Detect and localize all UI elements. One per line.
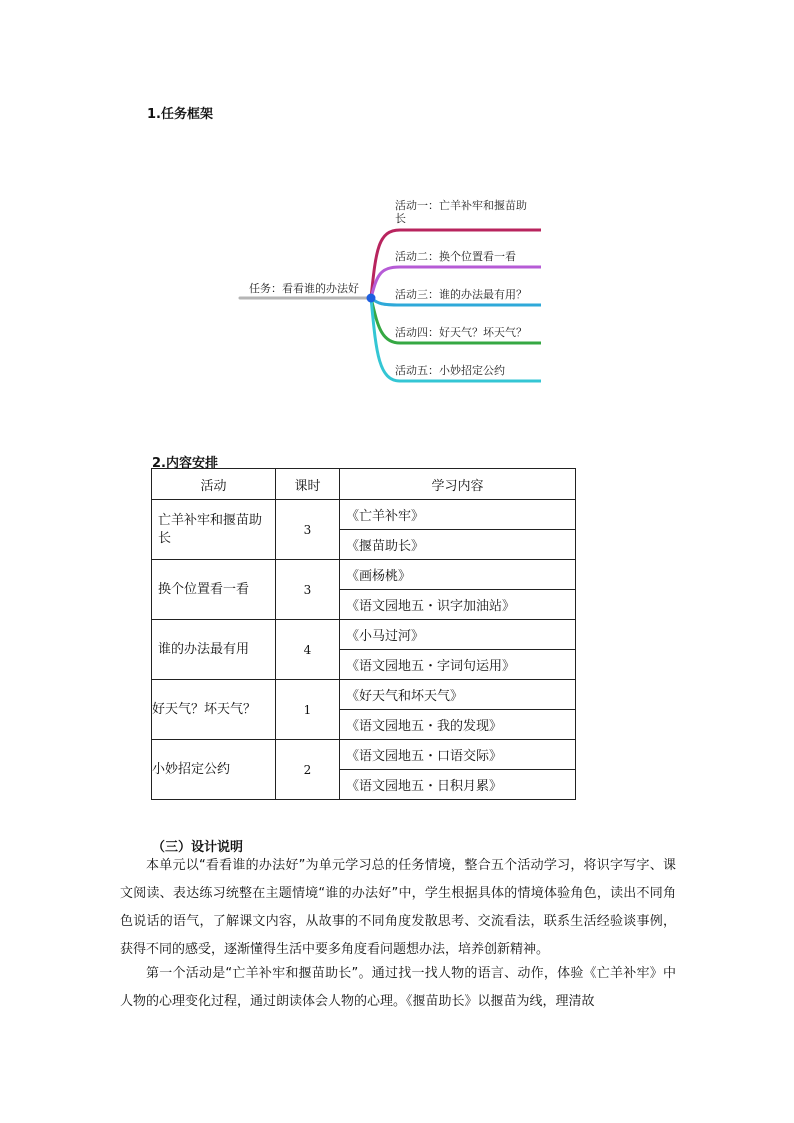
content-cell: 《语文园地五・我的发现》: [340, 710, 576, 740]
content-cell: 《语文园地五・字词句运用》: [340, 650, 576, 680]
section-1-title: 1.任务框架: [147, 107, 213, 122]
paragraph-2: 第一个活动是“亡羊补牢和揠苗助长”。通过找一找人物的语言、动作，体验《亡羊补牢》中人物的心理变化过程，通过朗读体会人物的心理。《揠苗助长》以揠苗为线，理清故: [120, 966, 676, 1009]
branch-2-label: 活动二：换个位置看一看: [395, 250, 516, 263]
content-cell: 《语文园地五・日积月累》: [340, 770, 576, 800]
table-row: [152, 620, 576, 650]
header-activity: 活动: [152, 469, 276, 500]
task-mindmap: [0, 0, 794, 420]
branch-3-label: 活动三：谁的办法最有用？: [395, 288, 527, 301]
hours-cell: 1: [276, 680, 340, 740]
content-cell: 《语文园地五・识字加油站》: [340, 590, 576, 620]
content-cell: 《揠苗助长》: [340, 530, 576, 560]
content-cell: 《好天气和坏天气》: [340, 680, 576, 710]
section-2-title: 2.内容安排: [152, 456, 218, 471]
activity-cell: 亡羊补牢和揠苗助长: [152, 500, 276, 560]
hours-cell: 4: [276, 620, 340, 680]
section-3-title: （三）设计说明: [152, 840, 244, 855]
branch-1-label-line2: 长: [395, 212, 406, 225]
branch-5-label: 活动五：小妙招定公约: [395, 364, 505, 377]
header-hours: 课时: [276, 469, 340, 500]
activity-cell: 好天气？坏天气？: [152, 680, 276, 740]
hours-cell: 3: [276, 560, 340, 620]
content-cell: 《语文园地五・口语交际》: [340, 740, 576, 770]
root-node: [367, 294, 376, 303]
branch-4-label: 活动四：好天气？坏天气？: [395, 326, 527, 339]
activity-cell: 谁的办法最有用: [152, 620, 276, 680]
table-row: [152, 500, 576, 530]
header-content: 学习内容: [340, 469, 576, 500]
content-cell: 《亡羊补牢》: [340, 500, 576, 530]
table-row: [152, 740, 576, 770]
hours-cell: 3: [276, 500, 340, 560]
paragraph-1: 本单元以“看看谁的办法好”为单元学习总的任务情境，整合五个活动学习，将识字写字、课文阅读、表达练习统整在主题情境“谁的办法好”中，学生根据具体的情境体验角色，读出不同角色说话的语气，了解课文内容，从故事的不同角度发散思考、交流看法，联系生活经验谈事例，获得不同的感受，逐渐懂得生活中要多角度看问题想办法，培养创新精神。: [120, 858, 676, 957]
table-row: [152, 680, 576, 710]
activity-cell: 换个位置看一看: [152, 560, 276, 620]
hours-cell: 2: [276, 740, 340, 800]
activity-cell: 小妙招定公约: [152, 740, 276, 800]
content-table: [151, 468, 576, 800]
branch-1-label: 活动一：亡羊补牢和揠苗助: [395, 199, 527, 212]
root-label: 任务：看看谁的办法好: [249, 282, 359, 295]
table-row: [152, 560, 576, 590]
content-cell: 《小马过河》: [340, 620, 576, 650]
content-cell: 《画杨桃》: [340, 560, 576, 590]
